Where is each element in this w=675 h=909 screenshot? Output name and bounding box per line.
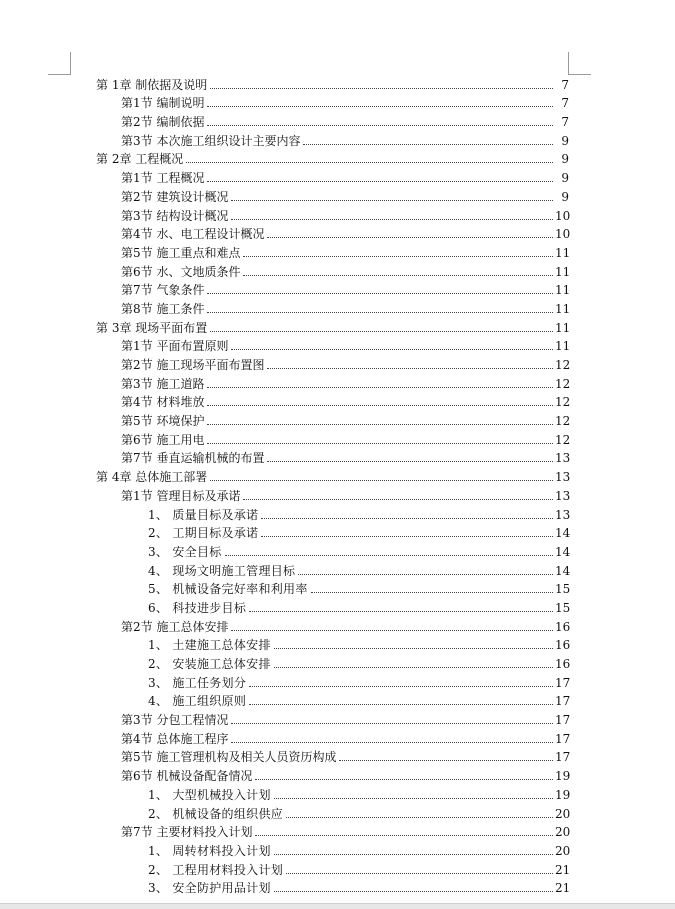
toc-entry-level-2[interactable] [121, 428, 569, 447]
toc-entry-level-3[interactable] [148, 690, 569, 709]
toc-page-number: 13 [555, 507, 571, 522]
toc-page-number: 11 [555, 245, 571, 260]
toc-dot-leader [267, 461, 553, 462]
toc-page-number: 12 [555, 414, 571, 429]
toc-entry-level-2[interactable] [121, 335, 569, 354]
toc-dot-leader [207, 405, 553, 406]
toc-page-number: 7 [561, 115, 569, 130]
toc-dot-leader [243, 256, 553, 257]
toc-entry-title: 2、 工程用材料投入计划 [148, 862, 284, 877]
toc-dot-leader [274, 891, 553, 892]
toc-entry-title: 第6节 施工用电 [121, 432, 205, 447]
toc-dot-leader [231, 742, 553, 743]
page-bottom-edge [0, 903, 675, 909]
toc-page-number: 17 [555, 731, 571, 746]
toc-entry-level-2[interactable] [121, 279, 569, 298]
toc-entry-level-2[interactable] [121, 821, 569, 840]
toc-entry-title: 第4节 水、电工程设计概况 [121, 227, 265, 242]
toc-dot-leader [207, 106, 553, 107]
toc-page-number: 17 [555, 713, 571, 728]
toc-entry-level-3[interactable] [148, 559, 569, 578]
toc-page-number: 9 [561, 152, 569, 167]
toc-entry-title: 第7节 主要材料投入计划 [121, 825, 253, 840]
toc-dot-leader [255, 779, 553, 780]
toc-dot-leader [267, 237, 553, 238]
toc-entry-title: 第8节 施工条件 [121, 301, 205, 316]
toc-entry-title: 5、 机械设备完好率和利用率 [148, 582, 308, 597]
toc-dot-leader [249, 611, 553, 612]
toc-entry-level-2[interactable] [121, 166, 569, 185]
toc-dot-leader [286, 873, 553, 874]
toc-page-number: 7 [561, 77, 569, 92]
toc-entry-title: 第3节 施工道路 [121, 376, 205, 391]
toc-entry-title: 1、 周转材料投入计划 [148, 843, 271, 858]
toc-entry-level-3[interactable] [148, 877, 569, 896]
toc-dot-leader [286, 817, 553, 818]
toc-page-number: 12 [555, 395, 571, 410]
toc-entry-level-2[interactable] [121, 92, 569, 111]
toc-entry-title: 第2节 施工现场平面布置图 [121, 358, 265, 372]
toc-page-number: 9 [561, 171, 569, 186]
toc-entry-level-3[interactable] [148, 839, 569, 858]
table-of-contents [0, 73, 675, 895]
toc-entry-title: 1、 质量目标及承诺 [148, 507, 259, 522]
toc-entry-level-2[interactable] [121, 447, 569, 466]
toc-dot-leader [207, 387, 553, 388]
toc-entry-level-2[interactable] [121, 746, 569, 765]
toc-page-number: 14 [555, 544, 571, 559]
toc-page-number: 12 [555, 376, 571, 391]
toc-entry-level-2[interactable] [121, 764, 569, 783]
toc-dot-leader [207, 312, 553, 313]
toc-entry-title: 2、 工期目标及承诺 [148, 526, 259, 541]
toc-page-number: 16 [555, 619, 571, 634]
toc-entry-level-2[interactable] [121, 615, 569, 634]
toc-dot-leader [243, 499, 553, 500]
toc-page-number: 9 [561, 133, 569, 148]
toc-dot-leader [231, 630, 553, 631]
toc-entry-title: 6、 科技进步目标 [148, 600, 247, 615]
toc-entry-level-1[interactable] [96, 73, 569, 92]
toc-page-number: 10 [555, 208, 571, 223]
toc-entry-title: 3、 安全目标 [148, 544, 222, 559]
toc-page-number: 20 [555, 843, 571, 858]
toc-page-number: 11 [555, 339, 571, 354]
toc-dot-leader [210, 480, 553, 481]
toc-dot-leader [274, 854, 553, 855]
toc-entry-title: 第4节 总体施工程序 [121, 731, 229, 746]
toc-entry-level-2[interactable] [121, 110, 569, 129]
toc-dot-leader [255, 835, 553, 836]
toc-entry-level-3[interactable] [148, 802, 569, 821]
toc-entry-level-3[interactable] [148, 596, 569, 615]
toc-dot-leader [274, 798, 553, 799]
toc-entry-level-3[interactable] [148, 540, 569, 559]
toc-entry-title: 第 1章 制依据及说明 [96, 77, 208, 92]
toc-dot-leader [231, 349, 553, 350]
toc-entry-level-2[interactable] [121, 708, 569, 727]
toc-dot-leader [298, 574, 553, 575]
toc-entry-level-2[interactable] [121, 297, 569, 316]
toc-dot-leader [267, 368, 553, 369]
toc-entry-level-2[interactable] [121, 223, 569, 242]
toc-page-number: 17 [555, 750, 571, 765]
crop-mark-top-left [48, 52, 71, 75]
toc-dot-leader [207, 125, 553, 126]
toc-entry-title: 第7节 垂直运输机械的布置 [121, 451, 265, 466]
toc-entry-title: 第3节 结构设计概况 [121, 208, 229, 223]
toc-dot-leader [249, 686, 553, 687]
toc-dot-leader [303, 144, 553, 145]
toc-entry-title: 1、 土建施工总体安排 [148, 638, 271, 653]
toc-page-number: 13 [555, 470, 571, 485]
toc-dot-leader [207, 181, 553, 182]
toc-entry-level-2[interactable] [121, 129, 569, 148]
toc-entry-title: 第5节 施工管理机构及相关人员资历构成 [121, 750, 337, 765]
toc-page-number: 17 [555, 675, 571, 690]
toc-entry-title: 第2节 施工总体安排 [121, 619, 229, 634]
toc-entry-title: 2、 安装施工总体安排 [148, 657, 271, 671]
toc-page-number: 13 [555, 451, 571, 466]
toc-page-number: 20 [555, 825, 571, 840]
toc-dot-leader [274, 667, 553, 668]
toc-entry-level-1[interactable] [96, 465, 569, 484]
toc-entry-title: 4、 现场文明施工管理目标 [148, 563, 296, 578]
toc-entry-level-2[interactable] [121, 727, 569, 746]
toc-entry-title: 第 3章 现场平面布置 [96, 320, 208, 335]
crop-mark-top-right [568, 52, 591, 75]
toc-page-number: 15 [555, 582, 571, 597]
toc-dot-leader [311, 592, 553, 593]
toc-entry-level-2[interactable] [121, 372, 569, 391]
toc-page-number: 9 [561, 189, 569, 204]
toc-entry-level-3[interactable] [148, 783, 569, 802]
toc-entry-level-3[interactable] [148, 503, 569, 522]
toc-entry-title: 第1节 管理目标及承诺 [121, 488, 241, 503]
toc-entry-title: 2、 机械设备的组织供应 [148, 806, 284, 821]
toc-page-number: 13 [555, 488, 571, 503]
toc-page-number: 21 [555, 881, 571, 896]
toc-entry-level-2[interactable] [121, 391, 569, 410]
toc-page-number: 16 [555, 638, 571, 653]
toc-entry-level-3[interactable] [148, 671, 569, 690]
toc-entry-title: 第3节 本次施工组织设计主要内容 [121, 133, 301, 148]
toc-entry-level-3[interactable] [148, 578, 569, 597]
toc-dot-leader [231, 200, 553, 201]
toc-entry-level-1[interactable] [96, 316, 569, 335]
toc-dot-leader [231, 723, 553, 724]
toc-dot-leader [210, 331, 553, 332]
toc-entry-title: 1、 大型机械投入计划 [148, 787, 271, 802]
toc-page-number: 11 [555, 264, 571, 279]
toc-entry-title: 4、 施工组织原则 [148, 694, 247, 709]
toc-entry-level-3[interactable] [148, 634, 569, 653]
toc-page-number: 21 [555, 862, 571, 877]
toc-entry-level-2[interactable] [121, 241, 569, 260]
toc-entry-title: 第5节 环境保护 [121, 414, 205, 429]
toc-entry-level-2[interactable] [121, 353, 569, 372]
toc-entry-title: 3、 安全防护用品计划 [148, 881, 271, 896]
toc-dot-leader [207, 443, 553, 444]
toc-page-number: 11 [555, 283, 571, 298]
toc-page-number: 14 [555, 563, 571, 578]
toc-dot-leader [339, 760, 553, 761]
toc-entry-title: 第 4章 总体施工部署 [96, 470, 208, 485]
toc-dot-leader [261, 518, 553, 519]
toc-entry-level-3[interactable] [148, 652, 569, 671]
toc-entry-level-3[interactable] [148, 858, 569, 877]
toc-entry-title: 第 2章 工程概况 [96, 152, 184, 167]
toc-dot-leader [274, 648, 553, 649]
toc-entry-title: 第3节 分包工程情况 [121, 713, 229, 728]
toc-entry-title: 第1节 编制说明 [121, 96, 205, 111]
toc-entry-title: 第2节 建筑设计概况 [121, 189, 229, 204]
toc-page-number: 14 [555, 526, 571, 541]
toc-page-number: 12 [555, 432, 571, 447]
toc-dot-leader [231, 219, 553, 220]
toc-entry-level-3[interactable] [148, 522, 569, 541]
toc-entry-title: 3、 施工任务划分 [148, 675, 247, 690]
toc-page-number: 19 [555, 769, 571, 784]
toc-entry-title: 第4节 材料堆放 [121, 395, 205, 410]
toc-entry-level-2[interactable] [121, 185, 569, 204]
toc-page-number: 19 [555, 787, 571, 802]
toc-dot-leader [225, 555, 553, 556]
toc-entry-level-2[interactable] [121, 409, 569, 428]
toc-dot-leader [186, 162, 553, 163]
toc-page-number: 15 [555, 600, 571, 615]
toc-entry-title: 第1节 工程概况 [121, 171, 205, 186]
toc-entry-title: 第1节 平面布置原则 [121, 339, 229, 354]
toc-page-number: 12 [555, 358, 571, 372]
toc-entry-title: 第2节 编制依据 [121, 115, 205, 130]
toc-dot-leader [243, 275, 553, 276]
toc-page-number: 10 [555, 227, 571, 242]
toc-entry-level-2[interactable] [121, 484, 569, 503]
toc-page-number: 17 [555, 694, 571, 709]
toc-entry-title: 第6节 水、文地质条件 [121, 264, 241, 279]
toc-entry-level-2[interactable] [121, 204, 569, 223]
toc-entry-level-2[interactable] [121, 260, 569, 279]
toc-page-number: 20 [555, 806, 571, 821]
toc-entry-title: 第6节 机械设备配备情况 [121, 769, 253, 784]
toc-page-number: 11 [555, 301, 571, 316]
toc-page-number: 11 [555, 320, 571, 335]
toc-entry-title: 第5节 施工重点和难点 [121, 245, 241, 260]
toc-page-number: 7 [561, 96, 569, 111]
toc-entry-title: 第7节 气象条件 [121, 283, 205, 298]
toc-dot-leader [207, 293, 553, 294]
toc-dot-leader [210, 88, 553, 89]
toc-dot-leader [249, 704, 553, 705]
toc-dot-leader [207, 424, 553, 425]
toc-page-number: 16 [555, 657, 571, 671]
toc-dot-leader [261, 536, 553, 537]
toc-entry-level-1[interactable] [96, 148, 569, 167]
